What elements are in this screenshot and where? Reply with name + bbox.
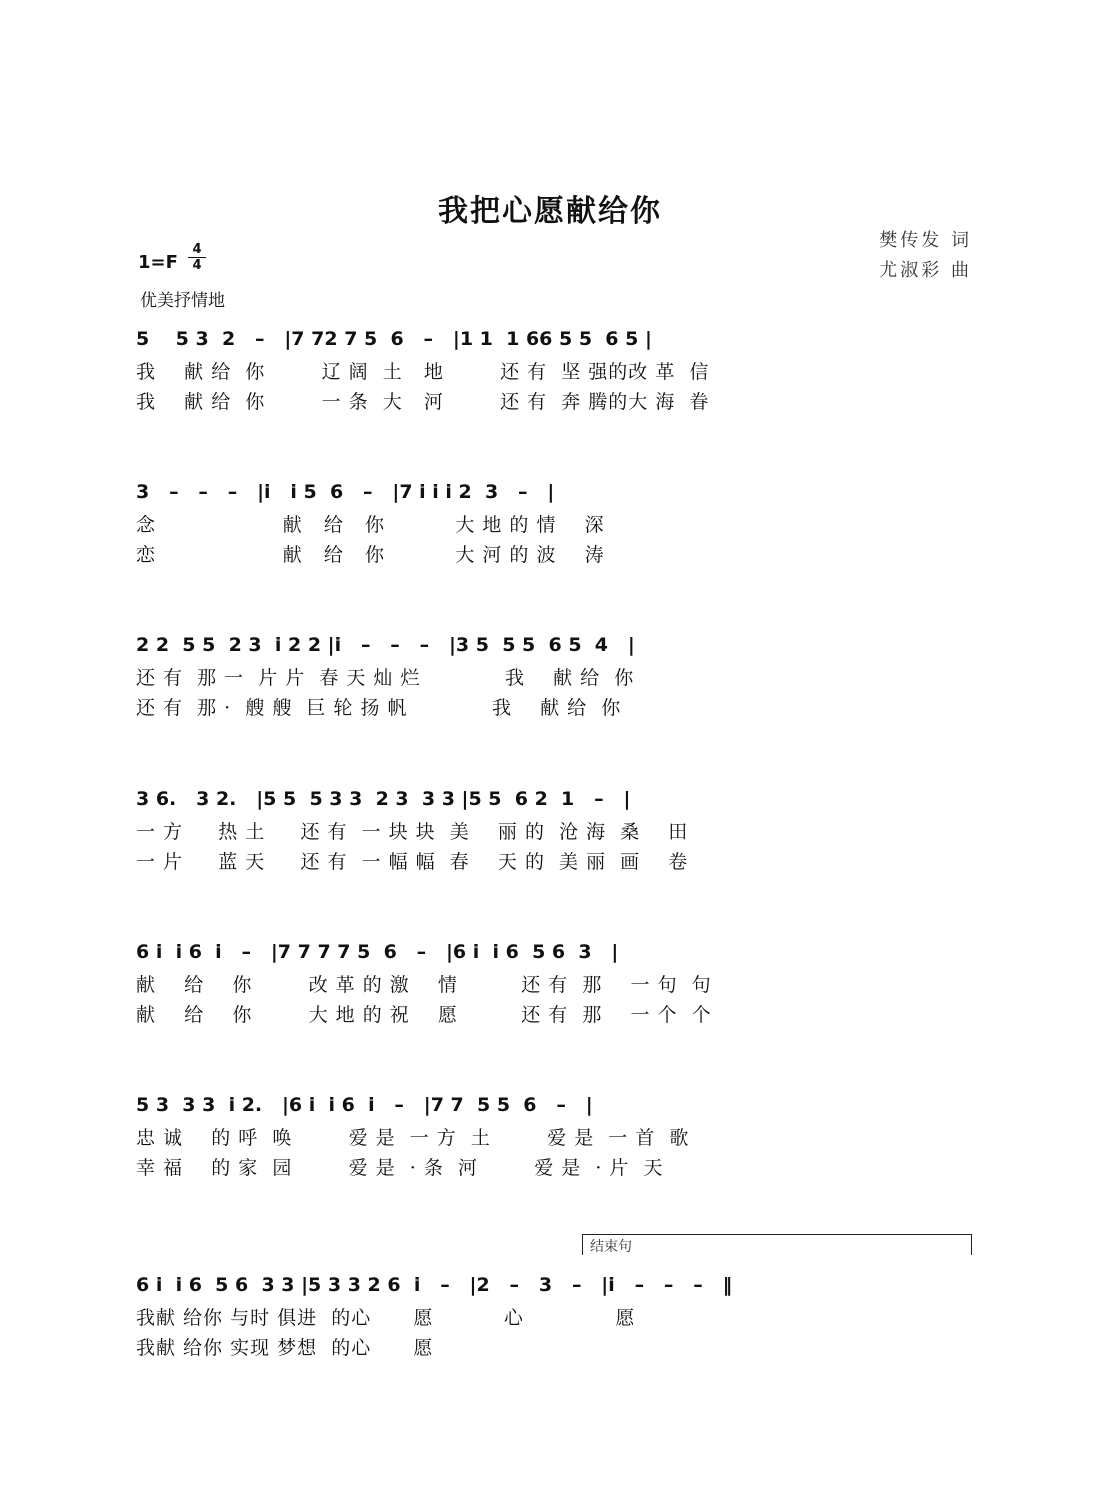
score-system-6 (0, 1090, 1100, 1210)
notation-line: 3 – – – |i i 5 6 – |7 i i i 2 3 – | (136, 481, 555, 503)
lyricist-credit: 樊传发 词 (879, 230, 972, 251)
notation-line: 3 6. 3 2. |5 5 5 3 3 2 3 3 3 |5 5 6 2 1 – | (136, 788, 631, 810)
time-signature-top: 4 (192, 242, 202, 257)
lyrics-verse-1: 一 方 热 土 还 有 一 块 块 美 丽 的 沧 海 桑 田 (136, 821, 689, 843)
lyrics-verse-2: 献 给 你 大 地 的 祝 愿 还 有 那 一 个 个 (136, 1004, 712, 1026)
lyrics-verse-2: 幸 福 的 家 园 爱 是 · 条 河 爱 是 · 片 天 (136, 1157, 664, 1179)
lyrics-verse-1: 我 献 给 你 辽 阔 土 地 还 有 坚 强的改 革 信 (136, 361, 710, 383)
score-system-2 (0, 477, 1100, 597)
lyrics-verse-1: 还 有 那 一 片 片 春 天 灿 烂 我 献 给 你 (136, 667, 635, 689)
lyrics-verse-1: 忠 诚 的 呼 唤 爱 是 一 方 土 爱 是 一 首 歌 (136, 1127, 690, 1149)
coda-label: 结束句 (590, 1239, 632, 1255)
composer-credit: 尤淑彩 曲 (879, 260, 972, 281)
lyrics-verse-1: 念 献 给 你 大 地 的 情 深 (136, 514, 605, 536)
notation-line: 6 i i 6 i – |7 7 7 7 5 6 – |6 i i 6 5 6 3 | (136, 941, 619, 963)
time-signature (188, 243, 206, 272)
lyrics-verse-1: 献 给 你 改 革 的 激 情 还 有 那 一 句 句 (136, 974, 712, 996)
lyrics-verse-1: 我献 给你 与时 俱进 的心 愿 心 愿 (136, 1307, 636, 1329)
song-title: 我把心愿献给你 (438, 194, 662, 229)
score-system-7 (0, 1270, 1100, 1390)
score-system-1 (0, 324, 1100, 444)
score-system-5 (0, 937, 1100, 1057)
lyrics-verse-2: 我 献 给 你 一 条 大 河 还 有 奔 腾的大 海 眷 (136, 391, 710, 413)
lyrics-verse-2: 恋 献 给 你 大 河 的 波 涛 (136, 544, 605, 566)
notation-line: 5 5 3 2 – |7 72 7 5 6 – |1 1 1 66 5 5 6 5 | (136, 328, 652, 350)
key-signature: 1=F (138, 252, 178, 273)
score-system-3 (0, 630, 1100, 750)
coda-bracket (582, 1234, 972, 1255)
lyrics-verse-2: 我献 给你 实现 梦想 的心 愿 (136, 1337, 434, 1359)
time-signature-bottom: 4 (192, 258, 202, 273)
notation-line: 6 i i 6 5 6 3 3 |5 3 3 2 6 i – |2 – 3 – |i – – – ‖ (136, 1274, 733, 1296)
notation-line: 2 2 5 5 2 3 i 2 2 |i – – – |3 5 5 5 6 5 4 | (136, 634, 635, 656)
lyrics-verse-2: 还 有 那 · 艘 艘 巨 轮 扬 帆 我 献 给 你 (136, 697, 622, 719)
notation-line: 5 3 3 3 i 2. |6 i i 6 i – |7 7 5 5 6 – | (136, 1094, 593, 1116)
lyrics-verse-2: 一 片 蓝 天 还 有 一 幅 幅 春 天 的 美 丽 画 卷 (136, 851, 689, 873)
tempo-marking: 优美抒情地 (140, 291, 225, 311)
score-system-4 (0, 784, 1100, 904)
